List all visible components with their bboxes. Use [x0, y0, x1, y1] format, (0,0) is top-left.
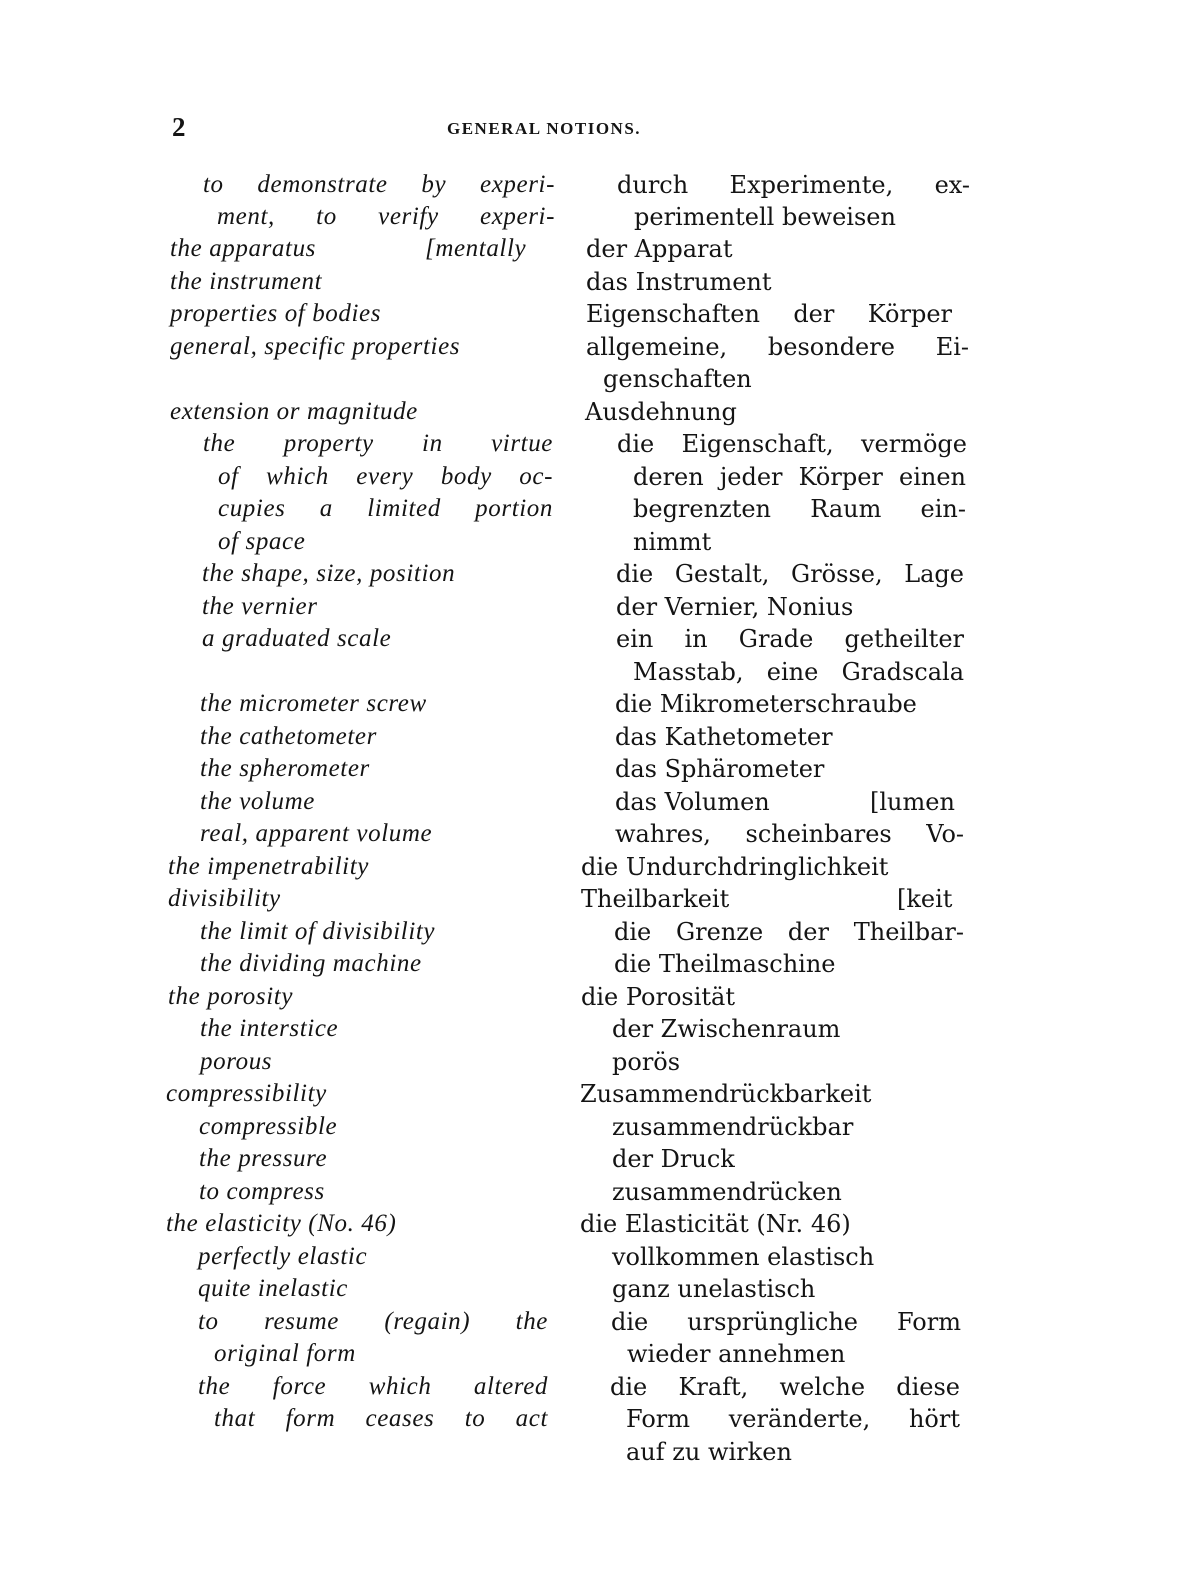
en-line: the apparatus	[170, 235, 316, 262]
de-line: vollkommen elastisch	[612, 1243, 875, 1271]
en-line: the cathetometer	[200, 723, 377, 750]
en-line: extension or magnitude	[170, 398, 418, 425]
en-line: general, specific properties	[170, 333, 461, 360]
de-line: wieder annehmen	[627, 1340, 846, 1368]
de-line: die Theilmaschine	[614, 950, 836, 978]
de-line: der Apparat	[586, 235, 733, 263]
en-line: the elasticity (No. 46)	[166, 1210, 397, 1237]
en-line: the force which altered	[198, 1373, 548, 1400]
de-line: das Sphärometer	[615, 755, 825, 783]
de-line: die Mikrometerschraube	[615, 690, 917, 718]
en-line: the pressure	[199, 1145, 328, 1172]
en-line: the porosity	[168, 983, 294, 1010]
de-line: genschaften	[603, 365, 752, 393]
de-line: Masstab, eine Gradscala	[633, 658, 964, 686]
de-line: porös	[612, 1048, 681, 1076]
de-line: auf zu wirken	[626, 1438, 792, 1466]
de-line: begrenzten Raum ein-	[633, 495, 966, 523]
de-line: Ausdehnung	[585, 398, 737, 426]
de-line: die ursprüngliche Form	[611, 1308, 961, 1336]
de-line: der Zwischenraum	[612, 1015, 841, 1043]
de-line: wahres, scheinbares Vo-	[615, 820, 964, 848]
de-line: die Kraft, welche diese	[610, 1373, 960, 1401]
de-line: Zusammendrückbarkeit	[580, 1080, 872, 1108]
page-number: 2	[172, 112, 186, 142]
de-line: das Instrument	[586, 268, 772, 296]
en-line: original form	[214, 1340, 356, 1367]
en-line: the micrometer screw	[200, 690, 427, 717]
en-line: that form ceases to act	[214, 1405, 548, 1432]
de-line: die Grenze der Theilbar-	[614, 918, 964, 946]
de-line: Form veränderte, hört	[626, 1405, 960, 1433]
en-line: compressible	[199, 1113, 338, 1140]
en-line: the instrument	[170, 268, 323, 295]
de-line: Theilbarkeit	[581, 885, 730, 913]
de-line: die Undurchdringlichkeit	[581, 853, 889, 881]
en-line: ment, to verify experi-	[217, 203, 555, 230]
en-line: compressibility	[166, 1080, 327, 1107]
en-line: cupies a limited portion	[218, 495, 553, 522]
de-line: die Gestalt, Grösse, Lage	[616, 560, 964, 588]
en-line: quite inelastic	[198, 1275, 348, 1302]
de-line: zusammendrückbar	[612, 1113, 854, 1141]
de-line: ein in Grade getheilter	[616, 625, 964, 653]
de-line: allgemeine, besondere Ei-	[586, 333, 969, 361]
de-line: durch Experimente, ex-	[617, 171, 970, 199]
en-line: divisibility	[168, 885, 281, 912]
running-head: GENERAL NOTIONS.	[447, 119, 642, 138]
de-line: die Porosität	[581, 983, 736, 1011]
de-line: Eigenschaften der Körper	[586, 300, 952, 328]
en-line: properties of bodies	[170, 300, 382, 327]
en-line: perfectly elastic	[198, 1243, 368, 1270]
de-line: nimmt	[633, 528, 712, 556]
en-line: the shape, size, position	[202, 560, 456, 587]
de-line: zusammendrücken	[612, 1178, 842, 1206]
de-line: die Elasticität (Nr. 46)	[580, 1210, 851, 1238]
de-line: der Druck	[612, 1145, 735, 1173]
de-line: ganz unelastisch	[612, 1275, 816, 1303]
en-line: of space	[218, 528, 306, 555]
de-line: perimentell beweisen	[634, 203, 896, 231]
en-line: the spherometer	[200, 755, 370, 782]
de-line: der Vernier, Nonius	[616, 593, 854, 621]
de-line: [keit	[897, 885, 953, 913]
en-line: to compress	[199, 1178, 325, 1205]
en-line: porous	[200, 1048, 273, 1075]
en-line: to demonstrate by experi-	[203, 171, 555, 198]
de-line: das Kathetometer	[615, 723, 833, 751]
de-line: deren jeder Körper einen	[633, 463, 966, 491]
de-line: das Volumen	[615, 788, 770, 816]
en-line: real, apparent volume	[200, 820, 433, 847]
en-line: the volume	[200, 788, 315, 815]
en-line: to resume (regain) the	[198, 1308, 548, 1335]
en-line: the property in virtue	[203, 430, 553, 457]
en-line: a graduated scale	[202, 625, 392, 652]
en-line: the impenetrability	[168, 853, 369, 880]
en-line: the vernier	[202, 593, 318, 620]
de-line: die Eigenschaft, vermöge	[617, 430, 967, 458]
en-line: of which every body oc-	[218, 463, 553, 490]
en-line: the limit of divisibility	[200, 918, 436, 945]
en-line: the dividing machine	[200, 950, 422, 977]
en-line: the interstice	[200, 1015, 339, 1042]
en-line: [mentally	[425, 235, 527, 262]
de-line: [lumen	[870, 788, 955, 816]
